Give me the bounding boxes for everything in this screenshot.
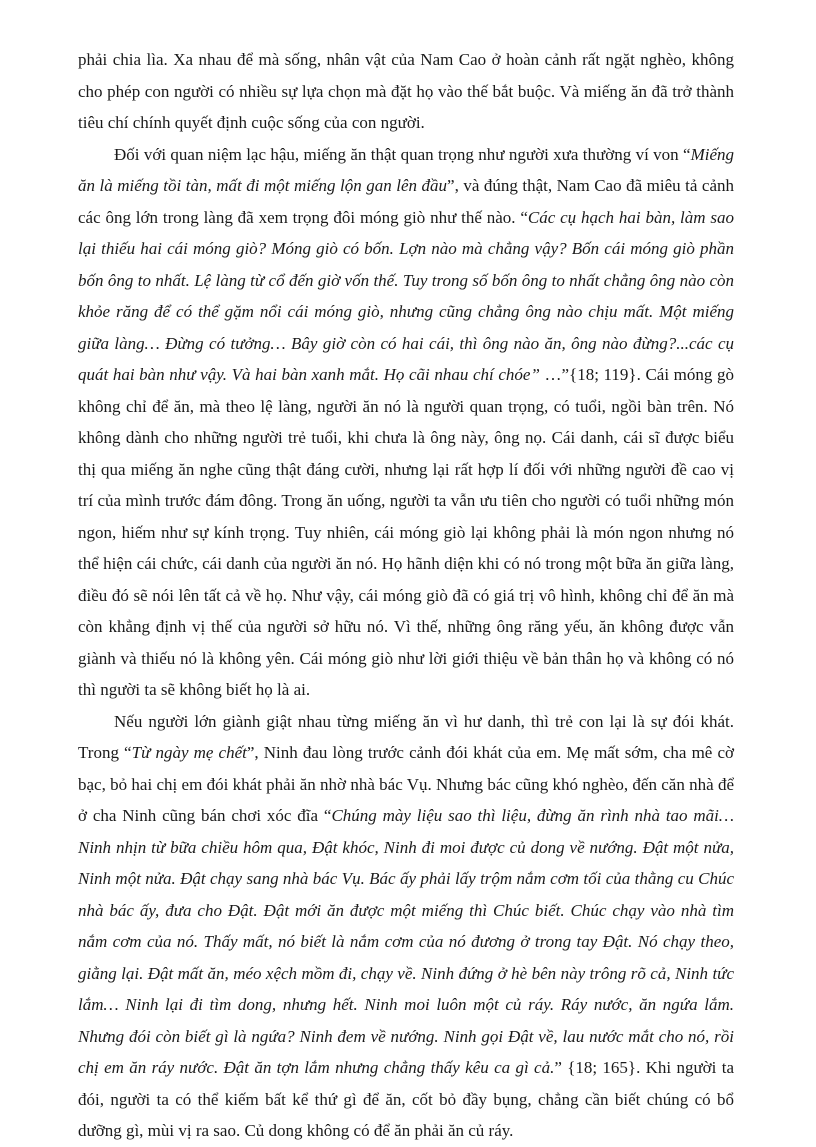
italic-quote: Từ ngày mẹ chết	[131, 743, 247, 762]
italic-quote: Miếng ăn là miếng tồi tàn, mất đi một miếng lộn gan lên đầu	[78, 144, 734, 195]
text-run: ” {18; 165}. Khi người ta đói, người ta có thể kiếm bất kể thứ gì để ăn, cốt bỏ đầy bụng, chẳng cần biết chúng có bổ dưỡng gì, mùi vị ra sao. Củ dong không có để ăn phải ăn củ ráy.	[78, 1058, 734, 1140]
paragraph	[78, 706, 734, 1147]
text-run: …”{18; 119}. Cái móng gò không chỉ để ăn, mà theo lệ làng, người ăn nó là người quan trọng, có tuổi, ngồi bàn trên. Nó không dành cho những người trẻ tuổi, khi chưa là ông này, ông nọ. Cái danh, cái sĩ được biểu thị qua miếng ăn nghe cũng thật đáng cười, nhưng lại rất hợp lí đối với những người đề cao vị trí của mình trước đám đông. Trong ăn uống, người ta vẫn ưu tiên cho người có tuổi những món ngon, hiếm như sự kính trọng. Tuy nhiên, cái móng giò lại không phải là món ngon nhưng nó thể hiện cái chức, cái danh của người ăn nó. Họ hãnh diện khi có nó trong một bữa ăn giữa làng, điều đó sẽ nói lên tất cả về họ. Như vậy, cái móng giò đã có giá trị vô hình, không chỉ để ăn mà còn khẳng định vị thế của người sở hữu nó. Vì thế, những ông răng yếu, ăn không được vẫn giành và thiếu nó là không yên. Cái móng giò như lời giới thiệu về bản thân họ và không có nó thì người ta sẽ không biết họ là ai.	[78, 365, 734, 699]
text-run: Đối với quan niệm lạc hậu, miếng ăn thật quan trọng như người xưa thường ví von “	[114, 144, 691, 164]
text-run: Nếu người lớn giành giật nhau từng miếng ăn vì hư danh, thì trẻ con lại là sự đói khát. Trong “	[78, 711, 734, 762]
italic-quote: Các cụ hạch hai bàn, làm sao lại thiếu hai cái móng giò? Móng giò có bốn. Lợn nào mà chẳng vậy? Bốn cái móng giò phần bốn ông to nhất. Lệ làng từ cổ đến giờ vốn thế. Tuy trong số bốn ông to nhất chẳng ông nào còn khỏe răng để có thể gặm nổi cái móng giò, nhưng cũng chẳng ông nào chịu mất. Một miếng giữa làng… Đừng có tưởng… Bây giờ còn có hai cái, thì ông nào ăn, ông nào đừng?...các cụ quát hai bàn như vậy. Và hai bàn xanh mắt. Họ cãi nhau chí chóe”	[78, 207, 734, 384]
text-run: ”, và đúng thật, Nam Cao đã miêu tả cảnh các ông lớn trong làng đã xem trọng đôi móng giò như thế nào. “	[78, 176, 734, 227]
text-run: phải chia lìa. Xa nhau để mà sống, nhân vật của Nam Cao ở hoàn cảnh rất ngặt nghèo, không cho phép con người có nhiều sự lựa chọn mà đặt họ vào thế bắt buộc. Và miếng ăn đã trở thành tiêu chí chính quyết định cuộc sống của con người.	[78, 50, 734, 132]
text-run: ”, Ninh đau lòng trước cảnh đói khát của em. Mẹ mất sớm, cha mê cờ bạc, bỏ hai chị em đói khát phải ăn nhờ nhà bác Vụ. Nhưng bác cũng khó nghèo, đến căn nhà để ở cha Ninh cũng bán chơi xóc đĩa “	[78, 743, 734, 825]
italic-quote: Chúng mày liệu sao thì liệu, đừng ăn rình nhà tao mãi… Ninh nhịn từ bữa chiều hôm qua, Đật khóc, Ninh đi moi được củ dong về nướng. Đật một nửa, Ninh một nửa. Đật chạy sang nhà bác Vụ. Bác ấy phải lấy trộm nắm cơm tối của thằng cu Chúc nhà bác ấy, đưa cho Đật. Đật mới ăn được một miếng thì Chúc biết. Chúc chạy vào nhà tìm nắm cơm của nó. Thấy mất, nó biết là nắm cơm của nó đương ở trong tay Đật. Nó chạy theo, giằng lại. Đật mất ăn, méo xệch mồm đi, chạy về. Ninh đứng ở hè bên này trông rõ cả, Ninh tức lắm… Ninh lại đi tìm dong, nhưng hết. Ninh moi luôn một củ ráy. Ráy nước, ăn ngứa lắm. Nhưng đói còn biết gì là ngứa? Ninh đem về nướng. Ninh gọi Đật về, lau nước mắt cho nó, rồi chị em ăn ráy nước. Đật ăn tợn lắm nhưng chẳng thấy kêu ca gì cả.	[78, 806, 735, 1077]
paragraph	[78, 139, 734, 706]
paragraph	[78, 44, 734, 139]
